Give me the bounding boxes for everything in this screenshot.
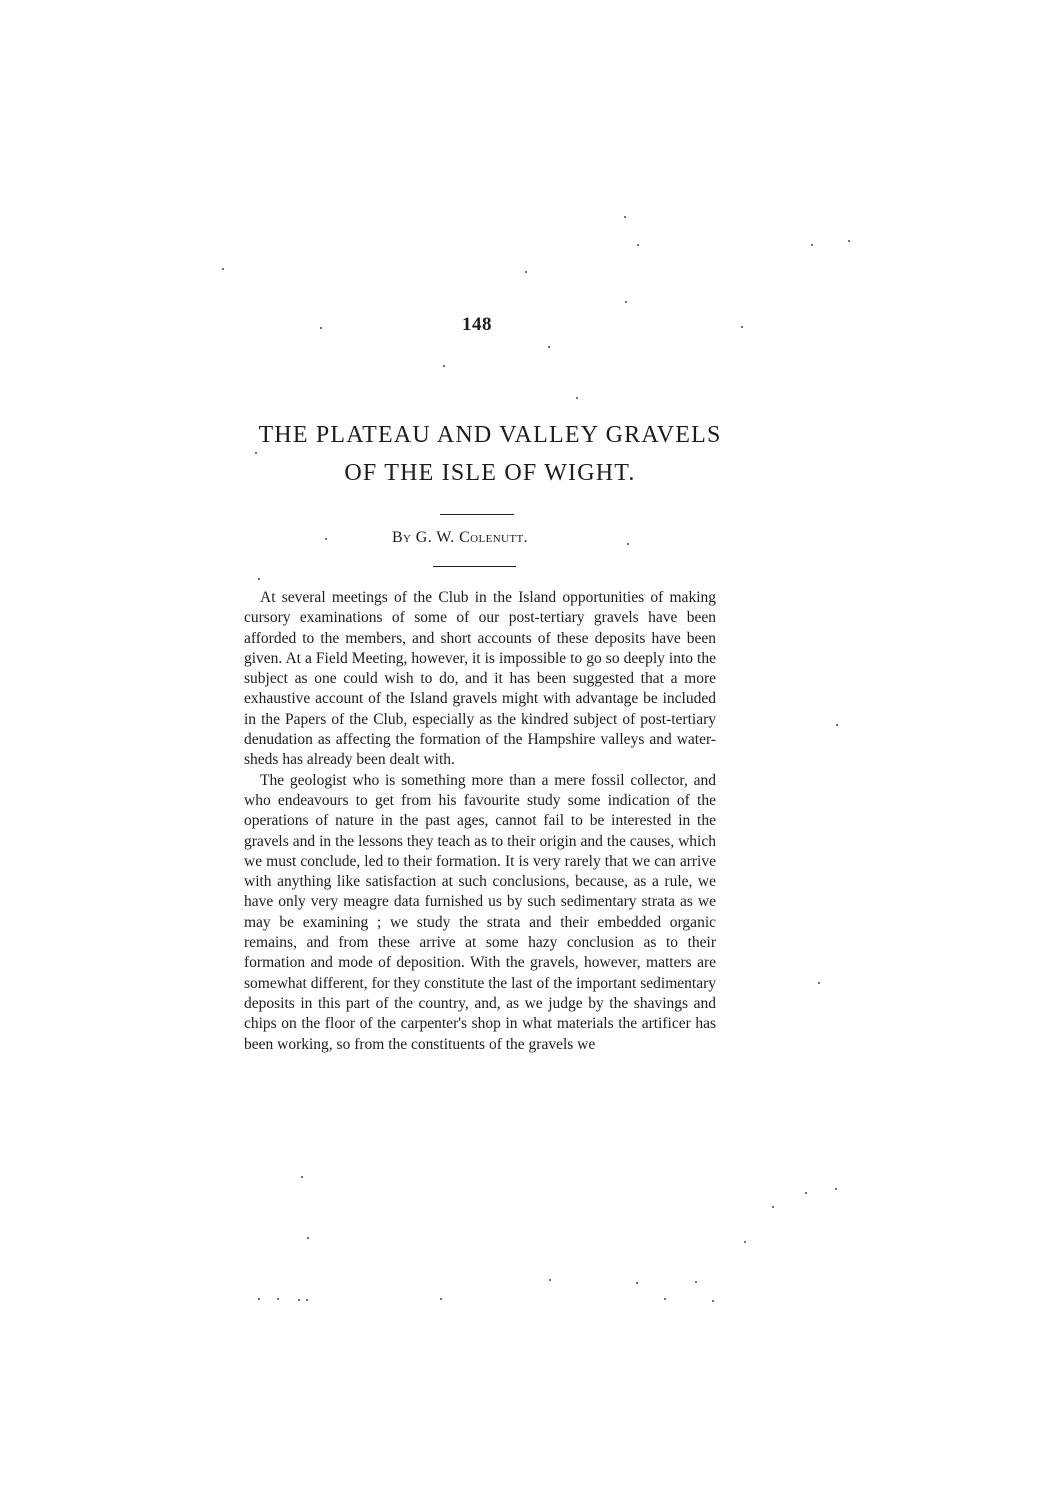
scan-speck [625, 301, 627, 303]
article-title-line-2: OF THE ISLE OF WIGHT. [344, 460, 636, 486]
byline [330, 529, 590, 547]
scan-speck [255, 452, 257, 454]
scan-speck [811, 244, 813, 246]
scan-speck [805, 1192, 807, 1194]
scan-speck [848, 240, 850, 242]
scan-speck [298, 1299, 300, 1301]
page-number: 148 [462, 314, 492, 335]
scan-speck [548, 346, 550, 348]
scan-speck [258, 1298, 260, 1300]
scan-speck [695, 1281, 697, 1283]
scan-speck [835, 1188, 837, 1190]
scan-speck [440, 1298, 442, 1300]
scan-speck [320, 327, 322, 329]
scan-speck [772, 1206, 774, 1208]
scan-speck [549, 1279, 551, 1281]
title-divider [440, 514, 514, 515]
paragraph: The geologist who is something more than a mere fossil collector, and who endeavours to get from his favourite study some indication of the operations of nature in the past ages, cannot fail to be interested in the gravels and in the lessons they teach as to their origin and the causes, which we must conclude, led to their formation. It is very rarely that we can arrive with anything like satisfaction at such conclusions, because, as a rule, we have only very meagre data furnished us by such sedimentary strata as we may be examining ; we study the strata and their embedded organic remains, and from these arrive at some hazy conclusion as to their formation and mode of deposition. With the gravels, however, matters are somewhat different, for they constitute the last of the important sedimentary deposits in this part of the country, and, as we judge by the shavings and chips on the floor of the carpenter's shop in what materials the artificer has been working, so from the constituents of the gravels we [244, 771, 716, 1053]
paragraph: At several meetings of the Club in the Island opportunities of making cursory examinations of some of our post-tertiary gravels have been afforded to the members, and short accounts of these deposits have been given. At a Field Meeting, however, it is impossible to go so deeply into the subject as one could wish to do, and it has been suggested that a more exhaustive account of the Island gravels might with advantage be included in the Papers of the Club, especially as the kindred subject of post-tertiary denudation as affecting the formation of the Hampshire valleys and water-sheds has already been dealt with. [244, 589, 716, 769]
scan-speck [277, 1298, 279, 1300]
scan-speck [301, 1176, 303, 1178]
scan-speck [624, 216, 626, 218]
scan-speck [744, 1241, 746, 1243]
scan-speck [712, 1300, 714, 1302]
scan-speck [222, 268, 224, 270]
scan-speck [325, 538, 327, 540]
byline-prefix: By [391, 529, 412, 546]
scan-speck [664, 1298, 666, 1300]
scan-speck [307, 1237, 309, 1239]
scan-speck [636, 1282, 638, 1284]
article-title-line-1: THE PLATEAU AND VALLEY GRAVELS [258, 422, 722, 448]
scan-speck [443, 365, 445, 367]
scan-speck [525, 271, 527, 273]
scan-speck [627, 543, 629, 545]
article-body [244, 588, 716, 1055]
byline-author: G. W. Colenutt. [415, 529, 529, 546]
scan-speck [836, 724, 838, 726]
scan-speck [741, 326, 743, 328]
scan-speck [637, 244, 639, 246]
scan-speck [576, 397, 578, 399]
byline-divider [433, 566, 516, 567]
scan-speck [306, 1299, 308, 1301]
scan-speck [818, 982, 820, 984]
scan-speck [258, 578, 260, 580]
